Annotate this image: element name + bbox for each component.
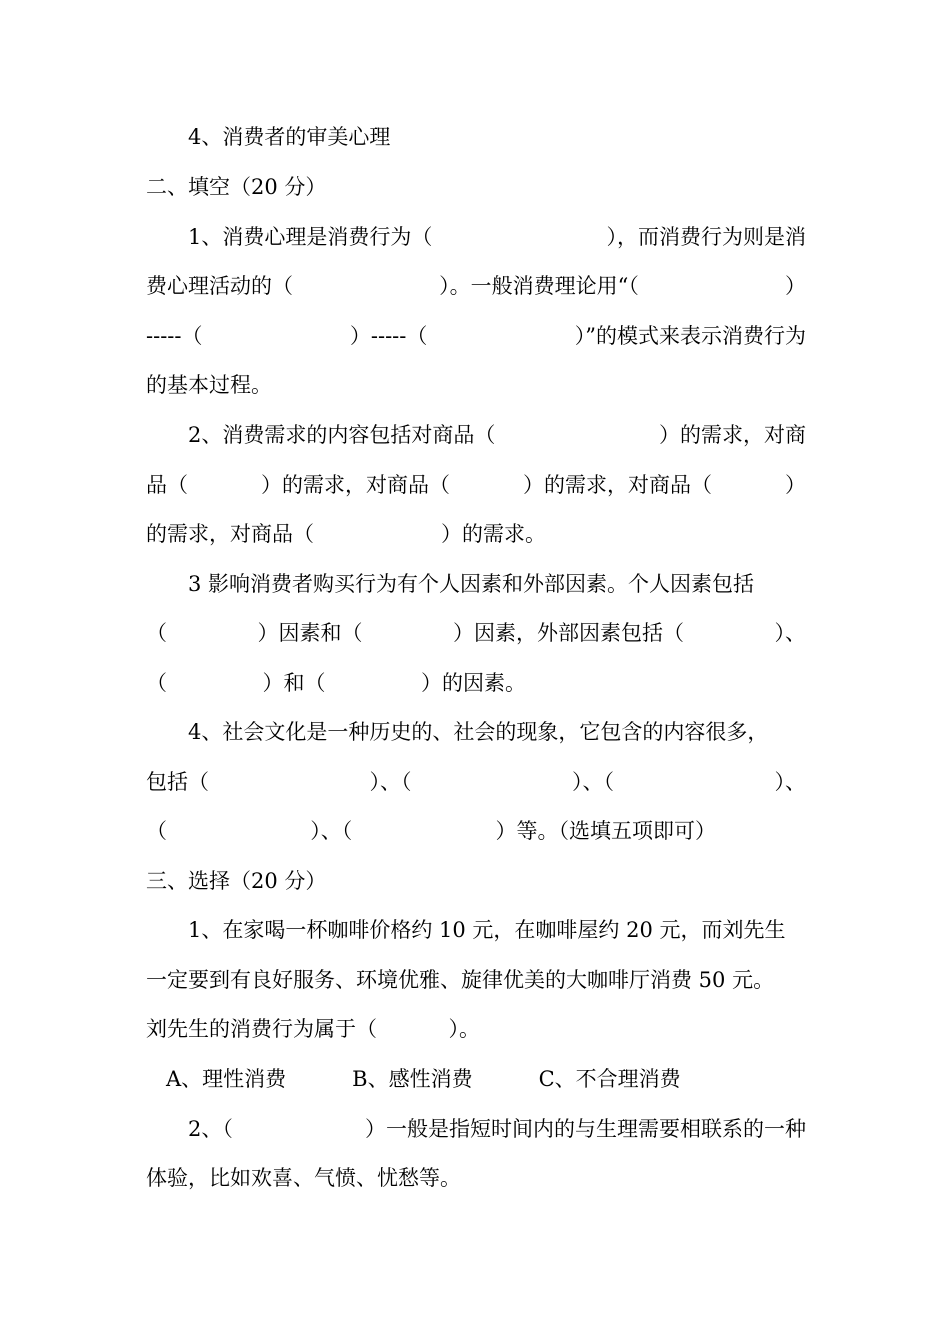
text-segment: ）、（ (310, 819, 353, 843)
text-segment: ）因素和（ (257, 621, 363, 645)
text-segment: （ (146, 621, 167, 645)
text-line (188, 905, 806, 955)
text-segment: ）的需求，对商 (659, 423, 806, 447)
text-segment: 2、消费需求的内容包括对商品（ (188, 423, 496, 447)
text-line (146, 261, 806, 311)
text-segment: ）、（ (572, 770, 614, 794)
text-segment: 4、消费者的审美心理 (188, 125, 391, 149)
text-segment: ）、 (774, 621, 806, 645)
text-segment: 的需求，对商品（ (146, 522, 314, 546)
text-segment: 4、社会文化是一种历史的、社会的现象，它包含的内容很多， (188, 720, 769, 744)
text-segment: ） (785, 473, 806, 497)
text-line (188, 559, 806, 609)
text-segment: 1、在家喝一杯咖啡价格约 10 元，在咖啡屋约 20 元，而刘先生 (188, 918, 786, 942)
text-segment: ）和（ (262, 671, 326, 695)
text-line (188, 1104, 806, 1154)
text-segment: 体验，比如欢喜、气愤、忧愁等。 (146, 1166, 461, 1190)
text-segment: ）因素，外部因素包括（ (453, 621, 684, 645)
text-segment: ）的需求，对商品（ (261, 473, 450, 497)
text-segment: 一定要到有良好服务、环境优雅、旋律优美的大咖啡厅消费 50 元。 (146, 968, 775, 992)
text-line (146, 658, 526, 708)
text-segment: 三、选择（20 分） (146, 869, 327, 893)
text-segment: 1、消费心理是消费行为（ (188, 225, 433, 249)
text-segment: ）、（ (369, 770, 412, 794)
text-segment: ）-----（ (349, 324, 428, 348)
text-line (146, 1153, 806, 1203)
text-line (188, 410, 806, 460)
section-heading (146, 856, 806, 906)
text-segment: -----（ (146, 324, 203, 348)
text-segment: ）的需求。 (441, 522, 546, 546)
text-segment: ）的需求，对商品（ (523, 473, 712, 497)
text-segment: 刘先生的消费行为属于（ (146, 1017, 377, 1041)
text-segment: 费心理活动的（ (146, 274, 293, 298)
text-segment: 的基本过程。 (146, 373, 272, 397)
text-segment: 二、填空（20 分） (146, 175, 327, 199)
text-segment: 2、（ (188, 1117, 233, 1141)
text-segment: ）的因素。 (421, 671, 526, 695)
text-segment: ）”的模式来表示消费行为 (574, 324, 806, 348)
text-line (188, 707, 806, 757)
text-line (188, 112, 806, 162)
answer-options (166, 1054, 766, 1104)
text-segment: （ (146, 671, 167, 695)
text-segment: ）。 (448, 1017, 480, 1041)
text-segment: ），而消费行为则是消 (606, 225, 806, 249)
text-line (146, 1004, 480, 1054)
option-b: B、感性消费 (352, 1067, 473, 1091)
text-segment: ）。一般消费理论用“（ (439, 274, 639, 298)
text-segment: ）等。（选填五项即可） (495, 819, 716, 843)
text-segment: ）一般是指短时间内的与生理需要相联系的一种 (365, 1117, 806, 1141)
text-line (146, 509, 546, 559)
text-line (146, 757, 806, 807)
text-segment: ） (785, 274, 806, 298)
text-line (146, 460, 806, 510)
text-line (146, 360, 806, 410)
section-heading (146, 162, 806, 212)
text-segment: （ (146, 819, 167, 843)
text-line (146, 608, 806, 658)
option-c: C、不合理消费 (538, 1067, 681, 1091)
text-segment: 包括（ (146, 770, 209, 794)
text-line (146, 955, 806, 1005)
text-line (146, 311, 806, 361)
text-segment: ）、 (774, 770, 806, 794)
option-a: A、理性消费 (166, 1067, 287, 1091)
text-segment: 3 影响消费者购买行为有个人因素和外部因素。个人因素包括 (188, 572, 755, 596)
text-segment: 品（ (146, 473, 188, 497)
text-line (146, 806, 716, 856)
text-line (188, 212, 806, 262)
